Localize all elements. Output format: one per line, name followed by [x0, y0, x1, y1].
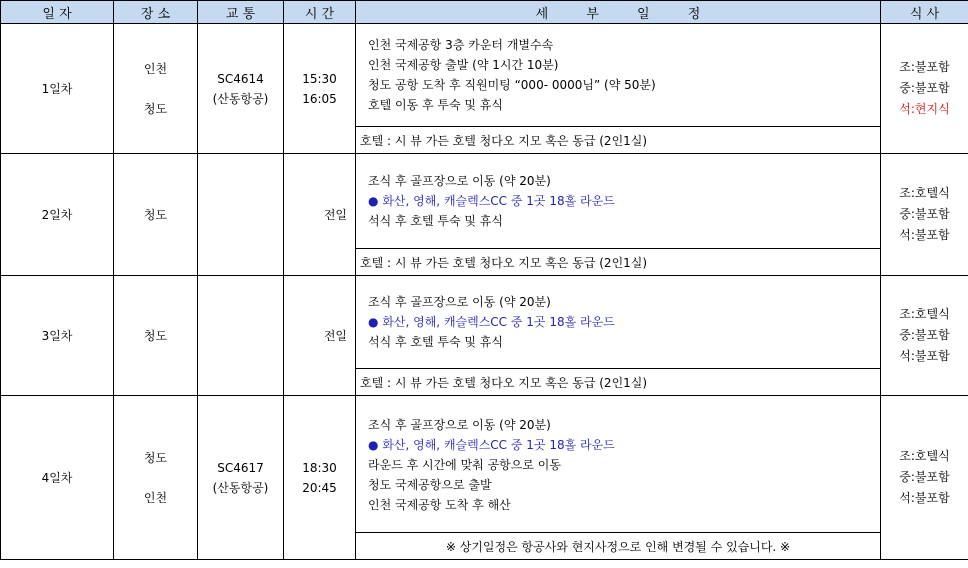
- meal-breakfast: 조:불포함: [899, 60, 950, 74]
- day2-transport: [198, 154, 284, 276]
- day2-schedule: [356, 154, 881, 249]
- header-time: 시 간: [284, 1, 356, 24]
- day4-place: [114, 396, 198, 560]
- schedule-line: 호텔 이동 후 투숙 및 휴식: [368, 98, 503, 112]
- meal-lunch: 중:불포함: [899, 470, 950, 484]
- schedule-line: 인천 국제공항 도착 후 해산: [368, 498, 511, 512]
- day3-label: 3일차: [1, 276, 114, 396]
- day4-airline: (산동항공): [212, 480, 269, 495]
- meal-lunch: 중:불포함: [899, 328, 950, 342]
- meal-breakfast: 조:호텔식: [899, 307, 950, 321]
- day3-time: 전일: [284, 276, 356, 396]
- notice-text: ※ 상기일정은 항공사와 현지사정으로 인해 변경될 수 있습니다. ※: [356, 533, 881, 560]
- header-meal: 식 사: [881, 1, 968, 24]
- schedule-round: [368, 312, 880, 332]
- schedule-line: 인천 국제공항 출발 (약 1시간 10분): [368, 58, 559, 72]
- header-row: [1, 1, 968, 24]
- day3-hotel: 호텔 : 시 뷰 가든 호텔 청다오 지모 혹은 동급 (2인1실): [356, 369, 881, 396]
- header-transport: 교 통: [198, 1, 284, 24]
- meal-dinner: 석:불포함: [899, 491, 950, 505]
- meal-breakfast: 조:호텔식: [899, 449, 950, 463]
- day1-airline: (산동항공): [212, 91, 269, 106]
- meal-dinner: 석:불포함: [899, 349, 950, 363]
- day4-label: 4일차: [1, 396, 114, 560]
- schedule-line: 청도 국제공항으로 출발: [368, 478, 492, 492]
- schedule-line: 석식 후 호텔 투숙 및 휴식: [368, 214, 503, 228]
- day2-row: [1, 154, 968, 249]
- day4-meals: [881, 396, 968, 560]
- day4-time: [284, 396, 356, 560]
- day2-meals: [881, 154, 968, 276]
- meal-lunch: 중:불포함: [899, 207, 950, 221]
- day1-time: [284, 24, 356, 154]
- day1-schedule: [356, 24, 881, 127]
- meal-dinner: 석:현지식: [899, 102, 950, 116]
- day1-place-from: 인천: [143, 61, 168, 76]
- day1-meals: [881, 24, 968, 154]
- schedule-line: 조식 후 골프장으로 이동 (약 20분): [368, 418, 551, 432]
- day4-schedule: [356, 396, 881, 533]
- day1-time-dep: 15:30: [302, 71, 337, 86]
- day4-time-arr: 20:45: [302, 480, 337, 495]
- day3-meals: [881, 276, 968, 396]
- meal-lunch: 중:불포함: [899, 81, 950, 95]
- schedule-line: 조식 후 골프장으로 이동 (약 20분): [368, 295, 551, 309]
- header-schedule: 세 부 일 정: [356, 1, 881, 24]
- day1-label: 1일차: [1, 24, 114, 154]
- schedule-round: [368, 435, 880, 455]
- bullet-icon: ●: [368, 438, 379, 452]
- day3-transport: [198, 276, 284, 396]
- header-place: 장 소: [114, 1, 198, 24]
- day1-transport: [198, 24, 284, 154]
- day4-time-dep: 18:30: [302, 460, 337, 475]
- schedule-line: 석식 후 호텔 투숙 및 휴식: [368, 335, 503, 349]
- day4-transport: [198, 396, 284, 560]
- round-text: 화산, 영해, 캐슬렉스CC 중 1곳 18홀 라운드: [382, 194, 615, 208]
- schedule-line: 청도 공항 도착 후 직원미팅 “000- 0000님” (약 50분): [368, 78, 656, 92]
- day2-hotel: 호텔 : 시 뷰 가든 호텔 청다오 지모 혹은 동급 (2인1실): [356, 249, 881, 276]
- day3-row: [1, 276, 968, 369]
- day3-place: 청도: [114, 276, 198, 396]
- day2-time: 전일: [284, 154, 356, 276]
- day4-row: [1, 396, 968, 533]
- day1-flight: SC4614: [217, 71, 264, 86]
- day1-row: [1, 24, 968, 127]
- day4-place-from: 청도: [143, 450, 168, 465]
- schedule-round: [368, 191, 880, 211]
- day1-place-to: 청도: [143, 101, 168, 116]
- round-text: 화산, 영해, 캐슬렉스CC 중 1곳 18홀 라운드: [382, 438, 615, 452]
- header-day: 일 자: [1, 1, 114, 24]
- bullet-icon: ●: [368, 194, 379, 208]
- meal-breakfast: 조:호텔식: [899, 186, 950, 200]
- day1-time-arr: 16:05: [302, 91, 337, 106]
- day3-schedule: [356, 276, 881, 369]
- schedule-line: 라운드 후 시간에 맞춰 공항으로 이동: [368, 458, 561, 472]
- day4-place-to: 인천: [143, 490, 168, 505]
- day1-hotel: 호텔 : 시 뷰 가든 호텔 청다오 지모 혹은 동급 (2인1실): [356, 127, 881, 154]
- day2-place: 청도: [114, 154, 198, 276]
- day2-label: 2일차: [1, 154, 114, 276]
- day4-flight: SC4617: [217, 460, 264, 475]
- schedule-line: 조식 후 골프장으로 이동 (약 20분): [368, 174, 551, 188]
- meal-dinner: 석:불포함: [899, 228, 950, 242]
- bullet-icon: ●: [368, 315, 379, 329]
- schedule-line: 인천 국제공항 3층 카운터 개별수속: [368, 38, 554, 52]
- round-text: 화산, 영해, 캐슬렉스CC 중 1곳 18홀 라운드: [382, 315, 615, 329]
- day1-place: [114, 24, 198, 154]
